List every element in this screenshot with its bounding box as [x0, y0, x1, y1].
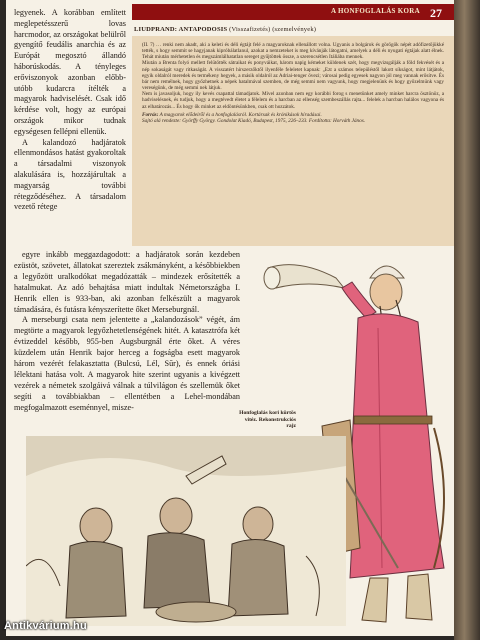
page-number: 27 — [430, 6, 442, 20]
paragraph: A kalandozó hadjáratok ellenmondásos hatást gyakoroltak a társadalmi viszonyok alakulására is, hozzájárultak a magyarság további rétegződéséhez. A társadalom vezető rétege — [14, 137, 126, 212]
source-paragraph: Nem is javasoljuk, hogy ily kevés csapattal támadjatok. Mivel azonban nem egy korábbi forog s menetünket amely minket harcra ösztönöz, a hadviselésnek, és tudjuk, hogy a megtévedt életet a félelem és a harcban az ellenség szembeszállás rajta... felelek a harcban halálos vagyona és az elhatározás... És hogy ők minket az eldöntésünkben, csak ott hozzátok. — [142, 91, 444, 110]
source-paragraph: Miután a Brenta folyó mellett felütötték sátraikat és ponyváikat, három napig kémeket küldenek szét, hogy megvizsgálják a föld fekvését és a nép sokaságát vagy ritkaságát. A visszatért hírszerzőktől ilyenféle feleletet kapnak: „Ezt a számos településtől lakott síkságot, mint látjátok, egyik oldalról meredek és termékeny hegyek, a másik oldalról az Adriai-tenger övezi; városai pedig egyesek nagyon jól meg vannak erősítve. És bár nem remélnek, hogy győzhetnek a népek hatalmával szemben, de még semmi nem vagyunk, hogy megjelenünk és hogy győzelmünk vagy vereségünk, de még semmi nek látjuk. — [142, 60, 444, 92]
source-paragraph: (II. 7) … renki nem akadt, aki a keleti és déli égtájt felé a magyaroknak ellenállott volna. Ugyanis a bolgárok és görögök népét adófizetőjükké tették, s hogy semmit se hagyjanak kipróbálatlanul, azokat a nemzeteket is meg kívánják látogatni, amelyek a déli és nyugati égtájak alatt élnek. Tehát miután mérhetetlen és megszámlálhatatlan sereget gyűjtöttek össze, a szerencsétlen Itáliába mennek. — [142, 42, 444, 61]
main-text — [14, 250, 240, 430]
page — [6, 0, 454, 636]
watermark-logo: Antikvárium.hu — [4, 620, 87, 632]
source-excerpt-box — [132, 36, 454, 246]
caption-horn-warrior: Honfoglalás kori kürtös vitéz. Rekonstrukciós rajz — [239, 410, 296, 430]
paragraph: A merseburgi csata nem jelentette a „kalandozások” végét, ám megtörte a magyarok legyőzhetetlenségének hitét. A katasztrófa két évtizeddel később, 955-ben Augsburgnál érte őket. A véres küzdelem után Henrik bajor herceg a fogságba esett magyarok három vezérét felakasztatta (Bulcsú, Lél, Sūr), és ennek óriási lélektani hatása volt. A magyarok hite szerint ugyanis a kivégzett vezérek a németek szolgáivá válnak a túlvilágon és szellemük őket segíti a továbbiakban – ellentétben a Lehel-mondában megfogalmazott eseménnyel, misze- — [14, 315, 240, 412]
book-binding-edge — [454, 0, 480, 640]
st-gallen-scene-illustration — [26, 436, 346, 626]
source-subtitle: (Visszafizetés) (szemelvények) — [229, 26, 317, 33]
paragraph: egyre inkább meggazdagodott: a hadjáratok során kezdeben ezüstöt, szövetet, állatokat szereztek zsákmányként, a későbbiekben a legyőzött uralkodókat megadózatták – mindezek erősítették a hatalmukat. Az adó behajtása miatt indultak Németországba I. Henrik ellen is 933-ban, aki azonban felkészült a magyarok támadására, és futásra kényszerítette őket Merseburgnál. — [14, 250, 240, 314]
source-title: LIUDPRAND: ANTAPODOSIS (Visszafizetés) (szemelvények) — [134, 26, 317, 33]
running-header — [132, 4, 454, 20]
section-title: A HONFOGLALÁS KORA — [330, 7, 420, 15]
source-note: Forrás: A magyarok elődeiről és a honfoglalásról. Kortársak és krónikások híradásai. Sajtó alá rendezte: Györffy György. Gondolat Kiadó, Budapest, 1975, 226–233. Fordította: Horváth János. — [142, 111, 366, 124]
paragraph: legyenek. A korábban említett meglepetésszerű lovas harcmodor, az országokat belülről gyengítő feudális anarchia és az Európát megosztó állandó háborúskodás. A tényleges erőviszonyok azonban előbb-utóbb kudarcra ítélték a magyarok hadviselését. Csak idő kérdése volt, hogy az európai országok mikor tudnak egységesen fellépni ellenük. — [14, 8, 126, 136]
